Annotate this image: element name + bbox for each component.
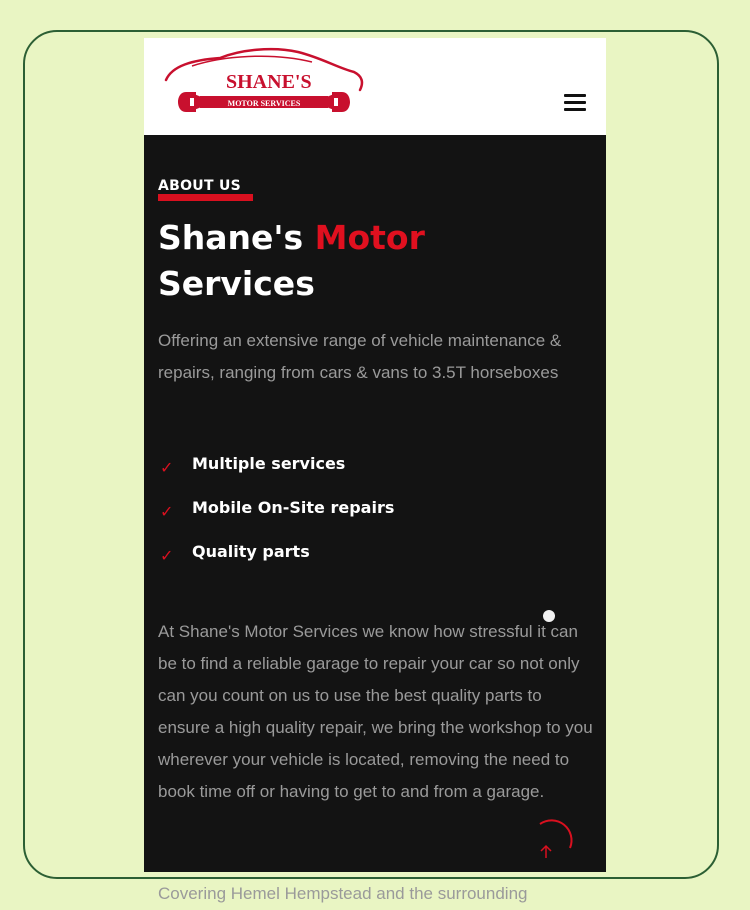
check-icon: ✓ xyxy=(160,460,174,477)
title-part1: Shane's xyxy=(158,218,315,257)
site-header xyxy=(144,38,606,135)
mobile-viewport xyxy=(144,38,606,903)
title-accent: Motor xyxy=(314,218,425,257)
check-icon: ✓ xyxy=(160,504,174,521)
page-title xyxy=(158,215,594,307)
svg-text:MOTOR SERVICES: MOTOR SERVICES xyxy=(227,99,301,108)
hamburger-menu-icon[interactable] xyxy=(564,94,586,112)
scroll-to-top-button[interactable] xyxy=(530,822,574,866)
coverage-text: Covering Hemel Hempstead and the surrounding xyxy=(158,884,528,903)
feature-label: Quality parts xyxy=(192,542,310,561)
feature-list xyxy=(158,454,594,594)
check-icon: ✓ xyxy=(160,548,174,565)
intro-text: Offering an extensive range of vehicle maintenance & repairs, ranging from cars & vans to 3.5T horseboxes xyxy=(158,331,562,382)
about-body-text: At Shane's Motor Services we know how stressful it can be to find a reliable garage to repair your car so not only can you count on us to use the best quality parts to ensure a high quality repair, we bring the workshop to you wherever your vehicle is located, removing the need to book time off or having to get to and from a garage. xyxy=(158,622,593,801)
arrow-up-icon xyxy=(541,846,551,858)
feature-item xyxy=(158,542,594,594)
eyebrow-underline xyxy=(158,194,253,201)
svg-text:SHANE'S: SHANE'S xyxy=(226,71,312,93)
feature-label: Mobile On-Site repairs xyxy=(192,498,395,517)
title-part2: Services xyxy=(158,264,315,303)
feature-label: Multiple services xyxy=(192,454,346,473)
section-eyebrow: ABOUT US xyxy=(158,178,242,194)
cursor-dot-indicator xyxy=(543,610,555,622)
shanes-motor-services-logo[interactable] xyxy=(162,42,366,116)
